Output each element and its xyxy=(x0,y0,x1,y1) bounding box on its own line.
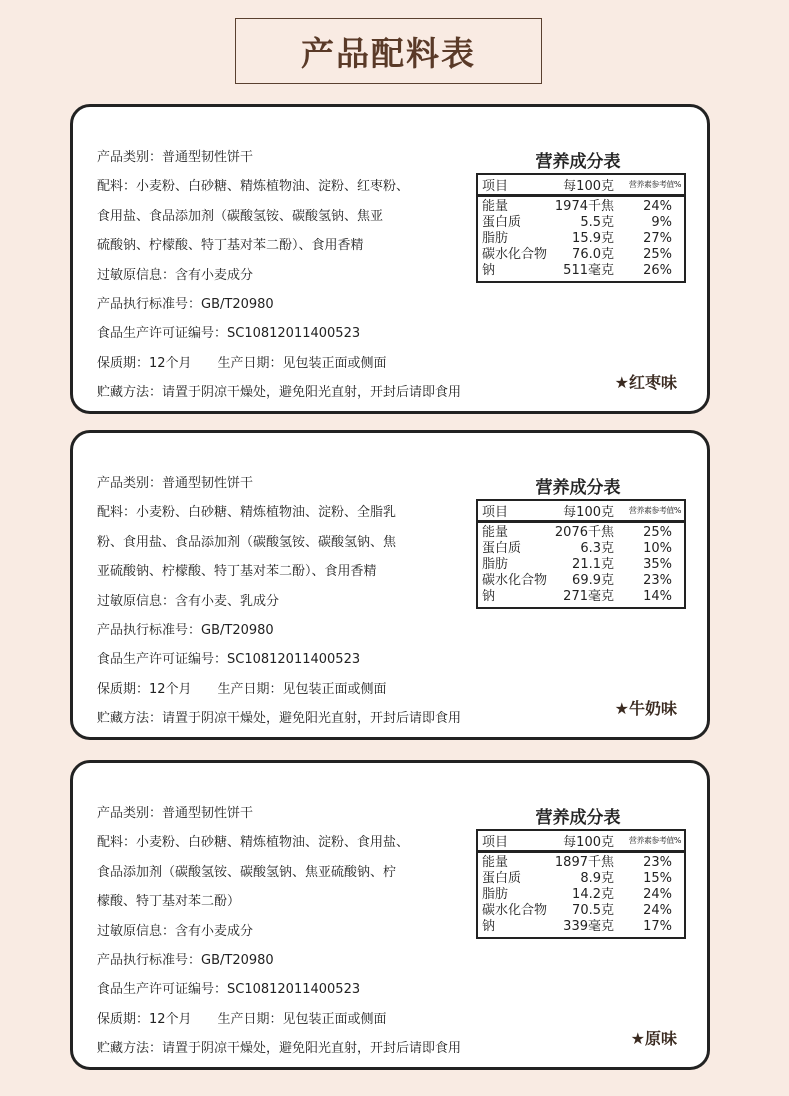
nutrition-row xyxy=(478,903,684,919)
nutrition-row xyxy=(478,247,684,263)
nutrient-name: 钠 xyxy=(482,263,496,278)
nutrient-name: 钠 xyxy=(482,589,496,604)
nutrient-amount: 511毫克 xyxy=(563,263,614,278)
ingredients-line: 食品添加剂（碳酸氢铵、碳酸氢钠、焦亚硫酸钠、柠 xyxy=(97,864,397,880)
flavor-label: ★红枣味 xyxy=(614,373,677,392)
nutrient-nrv: 24% xyxy=(643,887,672,902)
product-category: 产品类别：普通型韧性饼干 xyxy=(97,150,254,165)
nutrition-row xyxy=(478,199,684,215)
nutrient-amount: 1897千焦 xyxy=(554,855,614,870)
nutrient-nrv: 9% xyxy=(651,215,672,230)
nutrient-amount: 271毫克 xyxy=(563,589,614,604)
nutrient-name: 蛋白质 xyxy=(482,871,522,886)
standard-number: 产品执行标准号：GB/T20980 xyxy=(97,623,274,639)
license-number: 食品生产许可证编号：SC10812011400523 xyxy=(97,652,361,668)
nutrition-header xyxy=(478,831,684,853)
nutrient-nrv: 17% xyxy=(643,919,672,934)
flavor-label: ★牛奶味 xyxy=(614,699,677,718)
license-number: 食品生产许可证编号：SC10812011400523 xyxy=(97,982,361,998)
ingredients-line: 配料：小麦粉、白砂糖、精炼植物油、淀粉、食用盐、 xyxy=(97,835,410,851)
header-item: 项目 xyxy=(482,179,509,194)
nutrient-name: 碳水化合物 xyxy=(482,573,548,588)
header-item: 项目 xyxy=(482,505,509,520)
nutrient-nrv: 26% xyxy=(643,263,672,278)
nutrient-name: 能量 xyxy=(482,199,509,214)
nutrition-row xyxy=(478,541,684,557)
header-per100g: 每100克 xyxy=(563,179,614,194)
nutrient-nrv: 10% xyxy=(643,541,672,556)
nutrition-row xyxy=(478,887,684,903)
nutrition-row xyxy=(478,525,684,541)
nutrition-row xyxy=(478,919,684,935)
nutrition-row xyxy=(478,215,684,231)
nutrient-nrv: 23% xyxy=(643,855,672,870)
nutrition-table xyxy=(476,829,686,939)
nutrient-amount: 14.2克 xyxy=(572,887,614,902)
header-per100g: 每100克 xyxy=(563,835,614,850)
ingredients-line: 檬酸、特丁基对苯二酚） xyxy=(97,894,241,910)
nutrient-nrv: 23% xyxy=(643,573,672,588)
storage-method: 贮藏方法：请置于阴凉干燥处，避免阳光直射，开封后请即食用 xyxy=(97,711,462,727)
nutrient-name: 碳水化合物 xyxy=(482,903,548,918)
storage-method: 贮藏方法：请置于阴凉干燥处，避免阳光直射，开封后请即食用 xyxy=(97,1041,462,1057)
product-info xyxy=(97,469,497,734)
ingredients-line: 硫酸钠、柠檬酸、特丁基对苯二酚）、食用香精 xyxy=(97,238,364,254)
allergen-info: 过敏原信息：含有小麦成分 xyxy=(97,267,254,283)
nutrient-nrv: 24% xyxy=(643,199,672,214)
product-card-milk xyxy=(70,430,710,740)
nutrient-amount: 5.5克 xyxy=(580,215,614,230)
nutrient-name: 脂肪 xyxy=(482,231,509,246)
ingredients-line: 食用盐、食品添加剂（碳酸氢铵、碳酸氢钠、焦亚 xyxy=(97,208,384,224)
product-card-red-date xyxy=(70,104,710,414)
nutrient-amount: 6.3克 xyxy=(580,541,614,556)
header-per100g: 每100克 xyxy=(563,505,614,520)
page-title-box xyxy=(235,18,542,84)
standard-number: 产品执行标准号：GB/T20980 xyxy=(97,953,274,969)
product-info xyxy=(97,143,497,408)
nutrient-name: 蛋白质 xyxy=(482,541,522,556)
nutrition-header xyxy=(478,501,684,523)
ingredients-line: 粉、食用盐、食品添加剂（碳酸氢铵、碳酸氢钠、焦 xyxy=(97,534,397,550)
nutrient-nrv: 25% xyxy=(643,525,672,540)
nutrition-row xyxy=(478,573,684,589)
nutrition-title: 营养成分表 xyxy=(535,478,621,498)
nutrient-name: 能量 xyxy=(482,855,509,870)
nutrient-nrv: 27% xyxy=(643,231,672,246)
allergen-info: 过敏原信息：含有小麦成分 xyxy=(97,923,254,939)
nutrition-row xyxy=(478,231,684,247)
nutrition-row xyxy=(478,871,684,887)
nutrient-name: 碳水化合物 xyxy=(482,247,548,262)
nutrient-amount: 2076千焦 xyxy=(554,525,614,540)
nutrient-amount: 1974千焦 xyxy=(554,199,614,214)
nutrition-row xyxy=(478,557,684,573)
nutrient-amount: 339毫克 xyxy=(563,919,614,934)
nutrient-name: 能量 xyxy=(482,525,509,540)
shelf-life: 保质期：12个月 生产日期：见包装正面或侧面 xyxy=(97,681,387,697)
nutrient-amount: 76.0克 xyxy=(572,247,614,262)
ingredients-line: 亚硫酸钠、柠檬酸、特丁基对苯二酚）、食用香精 xyxy=(97,564,377,580)
shelf-life: 保质期：12个月 生产日期：见包装正面或侧面 xyxy=(97,1011,387,1027)
flavor-label: ★原味 xyxy=(630,1029,677,1048)
header-nrv: 营养素参考值% xyxy=(628,506,681,515)
nutrient-amount: 70.5克 xyxy=(572,903,614,918)
ingredients-line: 配料：小麦粉、白砂糖、精炼植物油、淀粉、全脂乳 xyxy=(97,505,397,521)
nutrition-row xyxy=(478,855,684,871)
nutrient-amount: 69.9克 xyxy=(572,573,614,588)
product-category: 产品类别：普通型韧性饼干 xyxy=(97,476,254,491)
nutrition-row xyxy=(478,589,684,605)
page-title: 产品配料表 xyxy=(301,33,476,73)
nutrient-nrv: 25% xyxy=(643,247,672,262)
nutrient-name: 蛋白质 xyxy=(482,215,522,230)
nutrition-header xyxy=(478,175,684,197)
nutrient-nrv: 35% xyxy=(643,557,672,572)
nutrition-table xyxy=(476,499,686,609)
nutrition-table xyxy=(476,173,686,283)
header-nrv: 营养素参考值% xyxy=(628,836,681,845)
shelf-life: 保质期：12个月 生产日期：见包装正面或侧面 xyxy=(97,355,387,371)
nutrient-name: 钠 xyxy=(482,919,496,934)
nutrient-nrv: 15% xyxy=(643,871,672,886)
product-category: 产品类别：普通型韧性饼干 xyxy=(97,806,254,821)
nutrient-amount: 8.9克 xyxy=(580,871,614,886)
storage-method: 贮藏方法：请置于阴凉干燥处，避免阳光直射，开封后请即食用 xyxy=(97,385,462,401)
nutrient-name: 脂肪 xyxy=(482,557,509,572)
nutrition-title: 营养成分表 xyxy=(535,152,621,172)
nutrition-title: 营养成分表 xyxy=(535,808,621,828)
nutrient-amount: 15.9克 xyxy=(572,231,614,246)
nutrition-row xyxy=(478,263,684,279)
nutrient-nrv: 24% xyxy=(643,903,672,918)
nutrient-nrv: 14% xyxy=(643,589,672,604)
product-info xyxy=(97,799,497,1064)
ingredients-line: 配料：小麦粉、白砂糖、精炼植物油、淀粉、红枣粉、 xyxy=(97,179,410,195)
allergen-info: 过敏原信息：含有小麦、乳成分 xyxy=(97,593,280,609)
header-item: 项目 xyxy=(482,835,509,850)
license-number: 食品生产许可证编号：SC10812011400523 xyxy=(97,326,361,342)
product-card-original xyxy=(70,760,710,1070)
standard-number: 产品执行标准号：GB/T20980 xyxy=(97,297,274,313)
nutrient-amount: 21.1克 xyxy=(572,557,614,572)
header-nrv: 营养素参考值% xyxy=(628,180,681,189)
nutrient-name: 脂肪 xyxy=(482,887,509,902)
